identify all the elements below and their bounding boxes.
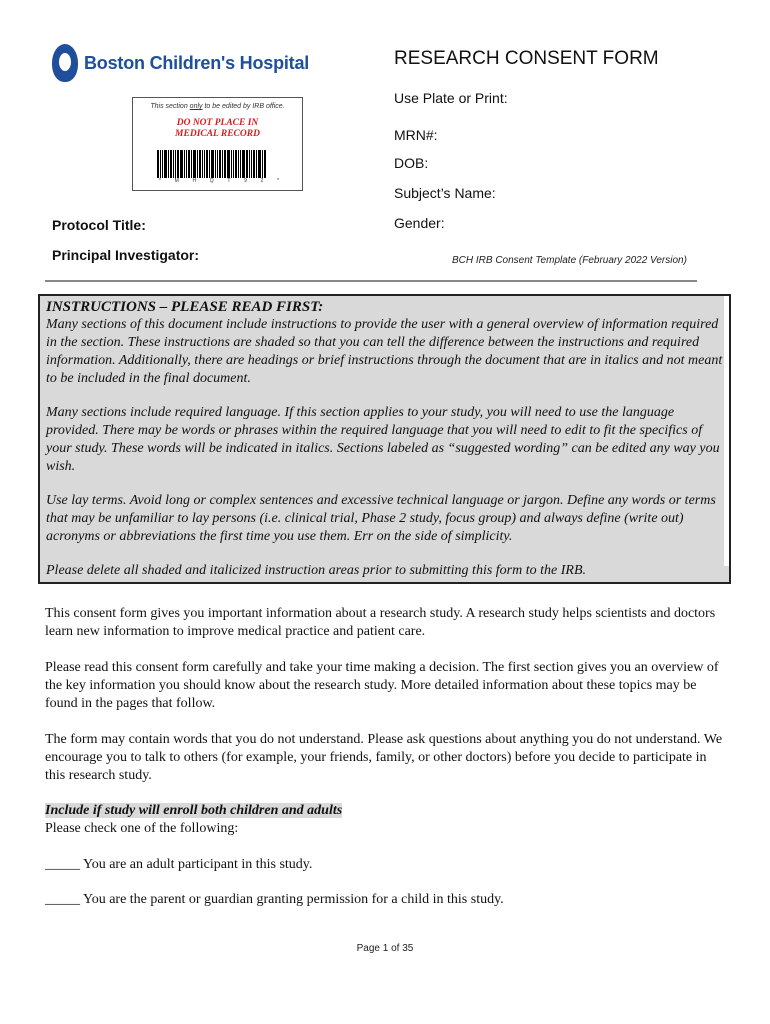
check-prompt: Please check one of the following: [45,821,239,836]
form-title: RESEARCH CONSENT FORM [394,48,659,69]
instructions-paragraph: Use lay terms. Avoid long or complex sentences and excessive technical language or jargon. Define any words or terms that may be unfamiliar to lay persons (i.e. clinical trial, Phase 2 study, focus group) and always define (write out) acronyms or abbreviations the first time you use them. Err on the side of simplicity. [46,493,716,544]
option-adult[interactable]: _____ You are an adult participant in this study. [45,857,313,872]
irb-office-box [132,97,303,191]
subject-name-label: Subject’s Name: [394,185,496,201]
irb-note: This section only to be edited by IRB office. [150,103,285,110]
template-version-note: BCH IRB Consent Template (February 2022 Version) [452,255,687,266]
irb-warning: DO NOT PLACE IN MEDICAL RECORD [175,118,260,139]
barcode-digits: * M H Q T 9 2 * [159,178,279,184]
barcode-icon [157,150,282,178]
instructions-edge [724,296,729,566]
principal-investigator-label: Principal Investigator: [52,247,200,263]
instructions-paragraph: Many sections include required language. If this section applies to your study, you will need to use the language provided. There may be words or phrases within the required language that you will need to edit to fit the specifics of your study. These words will be indicated in italics. Sections labeled as “suggested wording” can be edited any way you wish. [46,405,720,474]
gender-label: Gender: [394,215,445,231]
body-paragraph: Please read this consent form carefully and take your time making a decision. The first section gives you an overview of the key information you should know about the research study. More detailed information about these topics may be found in the pages that follow. [45,660,719,711]
plate-label: Use Plate or Print: [394,90,508,106]
include-section [45,802,725,838]
mrn-label: MRN#: [394,127,438,143]
instructions-paragraph: Many sections of this document include instructions to provide the user with a general overview of information required in the section. These instructions are shaded so that you can tell the difference between the instructions and required information. Additionally, there are headings or brief instructions through the document that are in italics and not meant to be included in the final document. [46,317,723,386]
option-parent[interactable]: _____ You are the parent or guardian granting permission for a child in this study. [45,892,504,907]
body-paragraph: The form may contain words that you do not understand. Please ask questions about anything you do not understand. We encourage you to talk to others (for example, your friends, family, or other doctors) before you decide to participate in this research study. [45,732,723,783]
page-number: Page 1 of 35 [356,943,414,954]
hospital-logo-icon [52,44,78,82]
body-paragraph: This consent form gives you important information about a research study. A research study helps scientists and doctors learn new information to improve medical practice and patient care. [45,606,716,639]
instructions-paragraph: Please delete all shaded and italicized instruction areas prior to submitting this form to the IRB. [46,563,586,578]
hospital-logo [52,44,309,82]
include-heading: Include if study will enroll both children and adults [45,803,343,818]
protocol-title-label: Protocol Title: [52,217,146,233]
instructions-box [38,294,731,584]
header-divider [45,280,697,282]
dob-label: DOB: [394,155,429,171]
instructions-heading: INSTRUCTIONS – PLEASE READ FIRST: [46,299,324,315]
hospital-name: Boston Children's Hospital [84,52,310,73]
